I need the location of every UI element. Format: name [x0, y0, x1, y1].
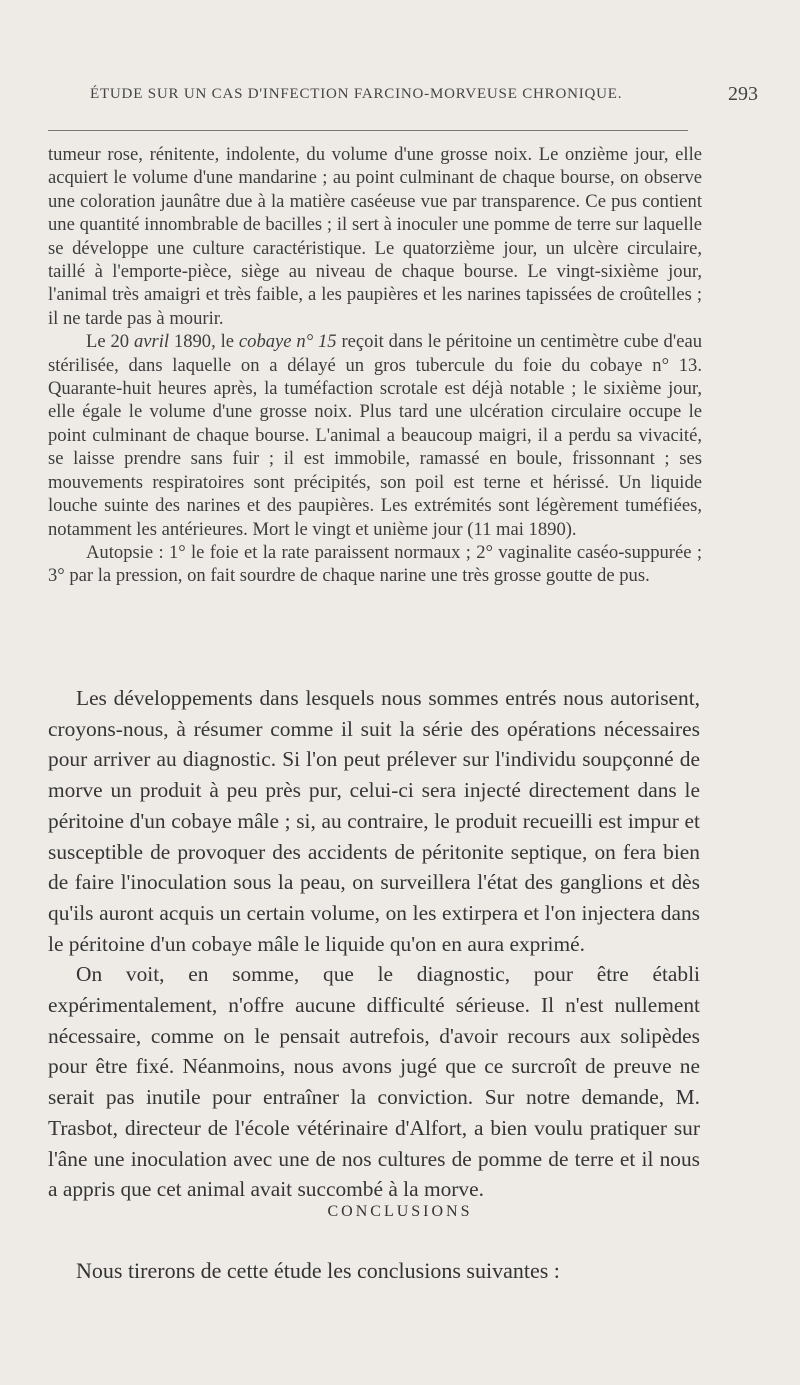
p2-month: avril [133, 331, 170, 353]
conclusions-intro: Nous tirerons de cette étude les conclusions suivantes : [76, 1258, 560, 1283]
p2-date: Le 20 [86, 331, 134, 353]
main-text [48, 683, 700, 1205]
p2-year: 1890, le [169, 331, 239, 353]
header-rule [48, 130, 688, 131]
running-title: ÉTUDE SUR UN CAS D'INFECTION FARCINO-MORVEUSE CHRONIQUE. [90, 86, 623, 102]
p2-cobaye: cobaye n° 15 [238, 331, 337, 353]
paragraph-3: Autopsie : 1° le foie et la rate paraissent normaux ; 2° vaginalite caséo-suppurée ; 3° par la pression, on fait sourdre de chaque narine une très grosse goutte de pus. [48, 541, 702, 587]
paragraph-1: tumeur rose, rénitente, indolente, du volume d'une grosse noix. Le onzième jour, elle acquiert le volume d'une mandarine ; au point culminant de chaque bourse, on observe une coloration jaunâtre due à la matière caséeuse vue par transparence. Ce pus contient une quantité innombrable de bacilles ; il sert à inoculer une pomme de terre sur laquelle se développe une culture caractéristique. Le quatorzième jour, un ulcère circulaire, taillé à l'emporte-pièce, siège au niveau de chaque bourse. Le vingt-sixième jour, l'animal très amaigri et très faible, a les paupières et les narines tapissées de croûtelles ; il ne tarde pas à mourir. [48, 144, 702, 329]
paragraph-2 [48, 330, 702, 541]
section-heading: CONCLUSIONS [327, 1203, 473, 1220]
paragraph-5: On voit, en somme, que le diagnostic, pour être établi expérimentalement, n'offre aucune difficulté sérieuse. Il n'est nullement nécessaire, comme on le pensait autrefois, d'avoir recours aux solipèdes pour être fixé. Néanmoins, nous avons jugé que ce surcroît de preuve ne serait pas inutile pour entraîner la conviction. Sur notre demande, M. Trasbot, directeur de l'école vétérinaire d'Alfort, a bien voulu pratiquer sur l'âne une inoculation avec une de nos cultures de pomme de terre et il nous a appris que cet animal avait succombé à la morve. [48, 962, 700, 1202]
p2-rest: reçoit dans le péritoine un centimètre cube d'eau stérilisée, dans laquelle on a délayé un gros tubercule du foie du cobaye n° 13. Quarante-huit heures après, la tuméfaction scrotale est déjà notable ; le sixième jour, elle égale le volume d'une grosse noix. Plus tard une ulcération circulaire occupe le point culminant de chaque bourse. L'animal a beaucoup maigri, il a perdu sa vivacité, se laisse prendre sans fuir ; il est immobile, ramassé en boule, frissonnant ; ses mouvements respiratoires sont précipités, son poil est terne et hérissé. Un liquide louche suinte des narines et des paupières. Les extrémités sont légèrement tuméfiées, notamment les antérieures. Mort le vingt et unième jour (11 mai 1890). [48, 331, 702, 540]
case-report-text [48, 143, 702, 588]
page-number: 293 [728, 83, 758, 105]
paragraph-4: Les développements dans lesquels nous sommes entrés nous autorisent, croyons-nous, à résumer comme il suit la série des opérations nécessaires pour arriver au diagnostic. Si l'on peut prélever sur l'individu soupçonné de morve un produit à peu près pur, celui-ci sera injecté directement dans le péritoine d'un cobaye mâle ; si, au contraire, le produit recueilli est impur et susceptible de provoquer des accidents de péritonite septique, on fera bien de faire l'inoculation sous la peau, on surveillera l'état des ganglions et dès qu'ils auront acquis un certain volume, on les extirpera et l'on injectera dans le péritoine d'un cobaye mâle le liquide qu'on en aura exprimé. [48, 686, 700, 956]
